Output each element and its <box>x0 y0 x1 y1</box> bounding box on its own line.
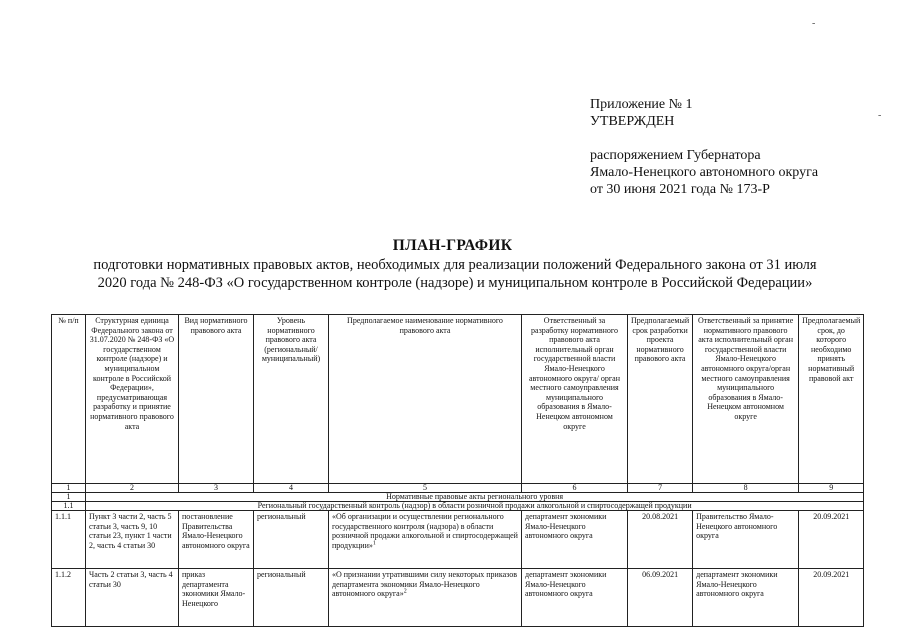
row-adopt-deadline: 20.09.2021 <box>799 511 864 569</box>
row-name <box>329 511 522 569</box>
row-number: 1.1.1 <box>52 511 86 569</box>
region-line: Ямало-Ненецкого автономного округа <box>590 165 819 180</box>
row-unit: Пункт 3 части 2, часть 5 статьи 3, часть 9, 10 статьи 23, пункт 1 части 2, часть 4 статьи 30 <box>86 511 179 569</box>
header-unit: Структурная единица Федерального закона от 31.07.2020 № 248-ФЗ «О государственном контроле (надзоре) и муниципальном контроле в Российской Федерации», предусматривающая разработку и принятие нормативного правового акта <box>86 315 179 484</box>
approved-label: УТВЕРЖДЕН <box>590 114 675 129</box>
header-adopter: Ответственный за принятие нормативного правового акта исполнительный орган государственной власти Ямало-Ненецкого автономного округа/орган местного самоуправления муниципального образования в Ямало-Ненецком автономном округе <box>693 315 799 484</box>
row-kind: постановление Правительства Ямало-Ненецкого автономного округа <box>179 511 254 569</box>
row-name <box>329 569 522 627</box>
section-title: Нормативные правовые акты регионального уровня <box>86 493 864 502</box>
row-kind: приказ департамента экономики Ямало-Ненецкого <box>179 569 254 627</box>
footnote-mark: 1 <box>372 540 376 547</box>
plan-table <box>51 314 864 627</box>
row-adopter: департамент экономики Ямало-Ненецкого автономного округа <box>693 569 799 627</box>
header-kind: Вид нормативного правового акта <box>179 315 254 484</box>
subsection-row <box>52 502 864 511</box>
header-adopt-deadline: Предполагаемый срок, до которого необходимо принять нормативный правовой акт <box>799 315 864 484</box>
approval-block <box>590 96 818 198</box>
row-level: региональный <box>254 511 329 569</box>
table-row <box>52 511 864 569</box>
header-name: Предполагаемое наименование нормативного правового акта <box>329 315 522 484</box>
header-dev-deadline: Предполагаемый срок разработки проекта нормативного правового акта <box>628 315 693 484</box>
header-developer: Ответственный за разработку нормативного правового акта исполнительный орган государственной власти Ямало-Ненецкого автономного округа/ орган местного самоуправления муниципального образования в Ямало-Ненецком автономном округе <box>522 315 628 484</box>
date-line: от 30 июня 2021 года № 173-Р <box>590 182 770 197</box>
row-level: региональный <box>254 569 329 627</box>
scan-mark-top-right: - <box>812 18 816 29</box>
row-adopter: Правительство Ямало-Ненецкого автономного округа <box>693 511 799 569</box>
header-level: Уровень нормативного правового акта (региональный/ муниципальный) <box>254 315 329 484</box>
row-adopt-deadline: 20.09.2021 <box>799 569 864 627</box>
header-row <box>52 315 864 484</box>
row-dev-deadline: 20.08.2021 <box>628 511 693 569</box>
column-number: 8 <box>693 484 799 493</box>
column-number: 2 <box>86 484 179 493</box>
column-number: 4 <box>254 484 329 493</box>
document-subtitle <box>40 256 870 292</box>
column-number: 7 <box>628 484 693 493</box>
subsection-number: 1.1 <box>52 502 86 511</box>
row-name-text: «О признании утратившими силу некоторых приказов департамента экономики Ямало-Ненецкого автономного округа» <box>332 570 518 599</box>
column-number: 9 <box>799 484 864 493</box>
row-dev-deadline: 06.09.2021 <box>628 569 693 627</box>
subtitle-line-1: подготовки нормативных правовых актов, необходимых для реализации положений Федерального закона от 31 июля <box>93 257 817 273</box>
decree-line: распоряжением Губернатора <box>590 148 761 163</box>
row-name-text: «Об организации и осуществлении регионального государственного контроля (надзора) в области розничной продажи алкогольной и спиртосодержащей продукции» <box>332 512 518 550</box>
column-number: 5 <box>329 484 522 493</box>
scan-mark-right: - <box>878 110 882 121</box>
section-number: 1 <box>52 493 86 502</box>
document-title: ПЛАН-ГРАФИК <box>392 237 513 254</box>
footnote-mark: 2 <box>403 588 407 595</box>
row-developer: департамент экономики Ямало-Ненецкого автономного округа <box>522 511 628 569</box>
row-number: 1.1.2 <box>52 569 86 627</box>
subtitle-line-2: 2020 года № 248-ФЗ «О государственном контроле (надзоре) и муниципальном контроле в Российской Федерации» <box>97 275 813 291</box>
row-unit: Часть 2 статьи 3, часть 4 статьи 30 <box>86 569 179 627</box>
column-number: 6 <box>522 484 628 493</box>
subsection-title: Региональный государственный контроль (надзор) в области розничной продажи алкогольной и спиртосодержащей продукции <box>86 502 864 511</box>
section-row <box>52 493 864 502</box>
column-number: 1 <box>52 484 86 493</box>
column-number: 3 <box>179 484 254 493</box>
table-row <box>52 569 864 627</box>
row-developer: департамент экономики Ямало-Ненецкого автономного округа <box>522 569 628 627</box>
header-num: № п/п <box>52 315 86 484</box>
appendix-label: Приложение № 1 <box>590 97 693 112</box>
column-numbers-row <box>52 484 864 493</box>
